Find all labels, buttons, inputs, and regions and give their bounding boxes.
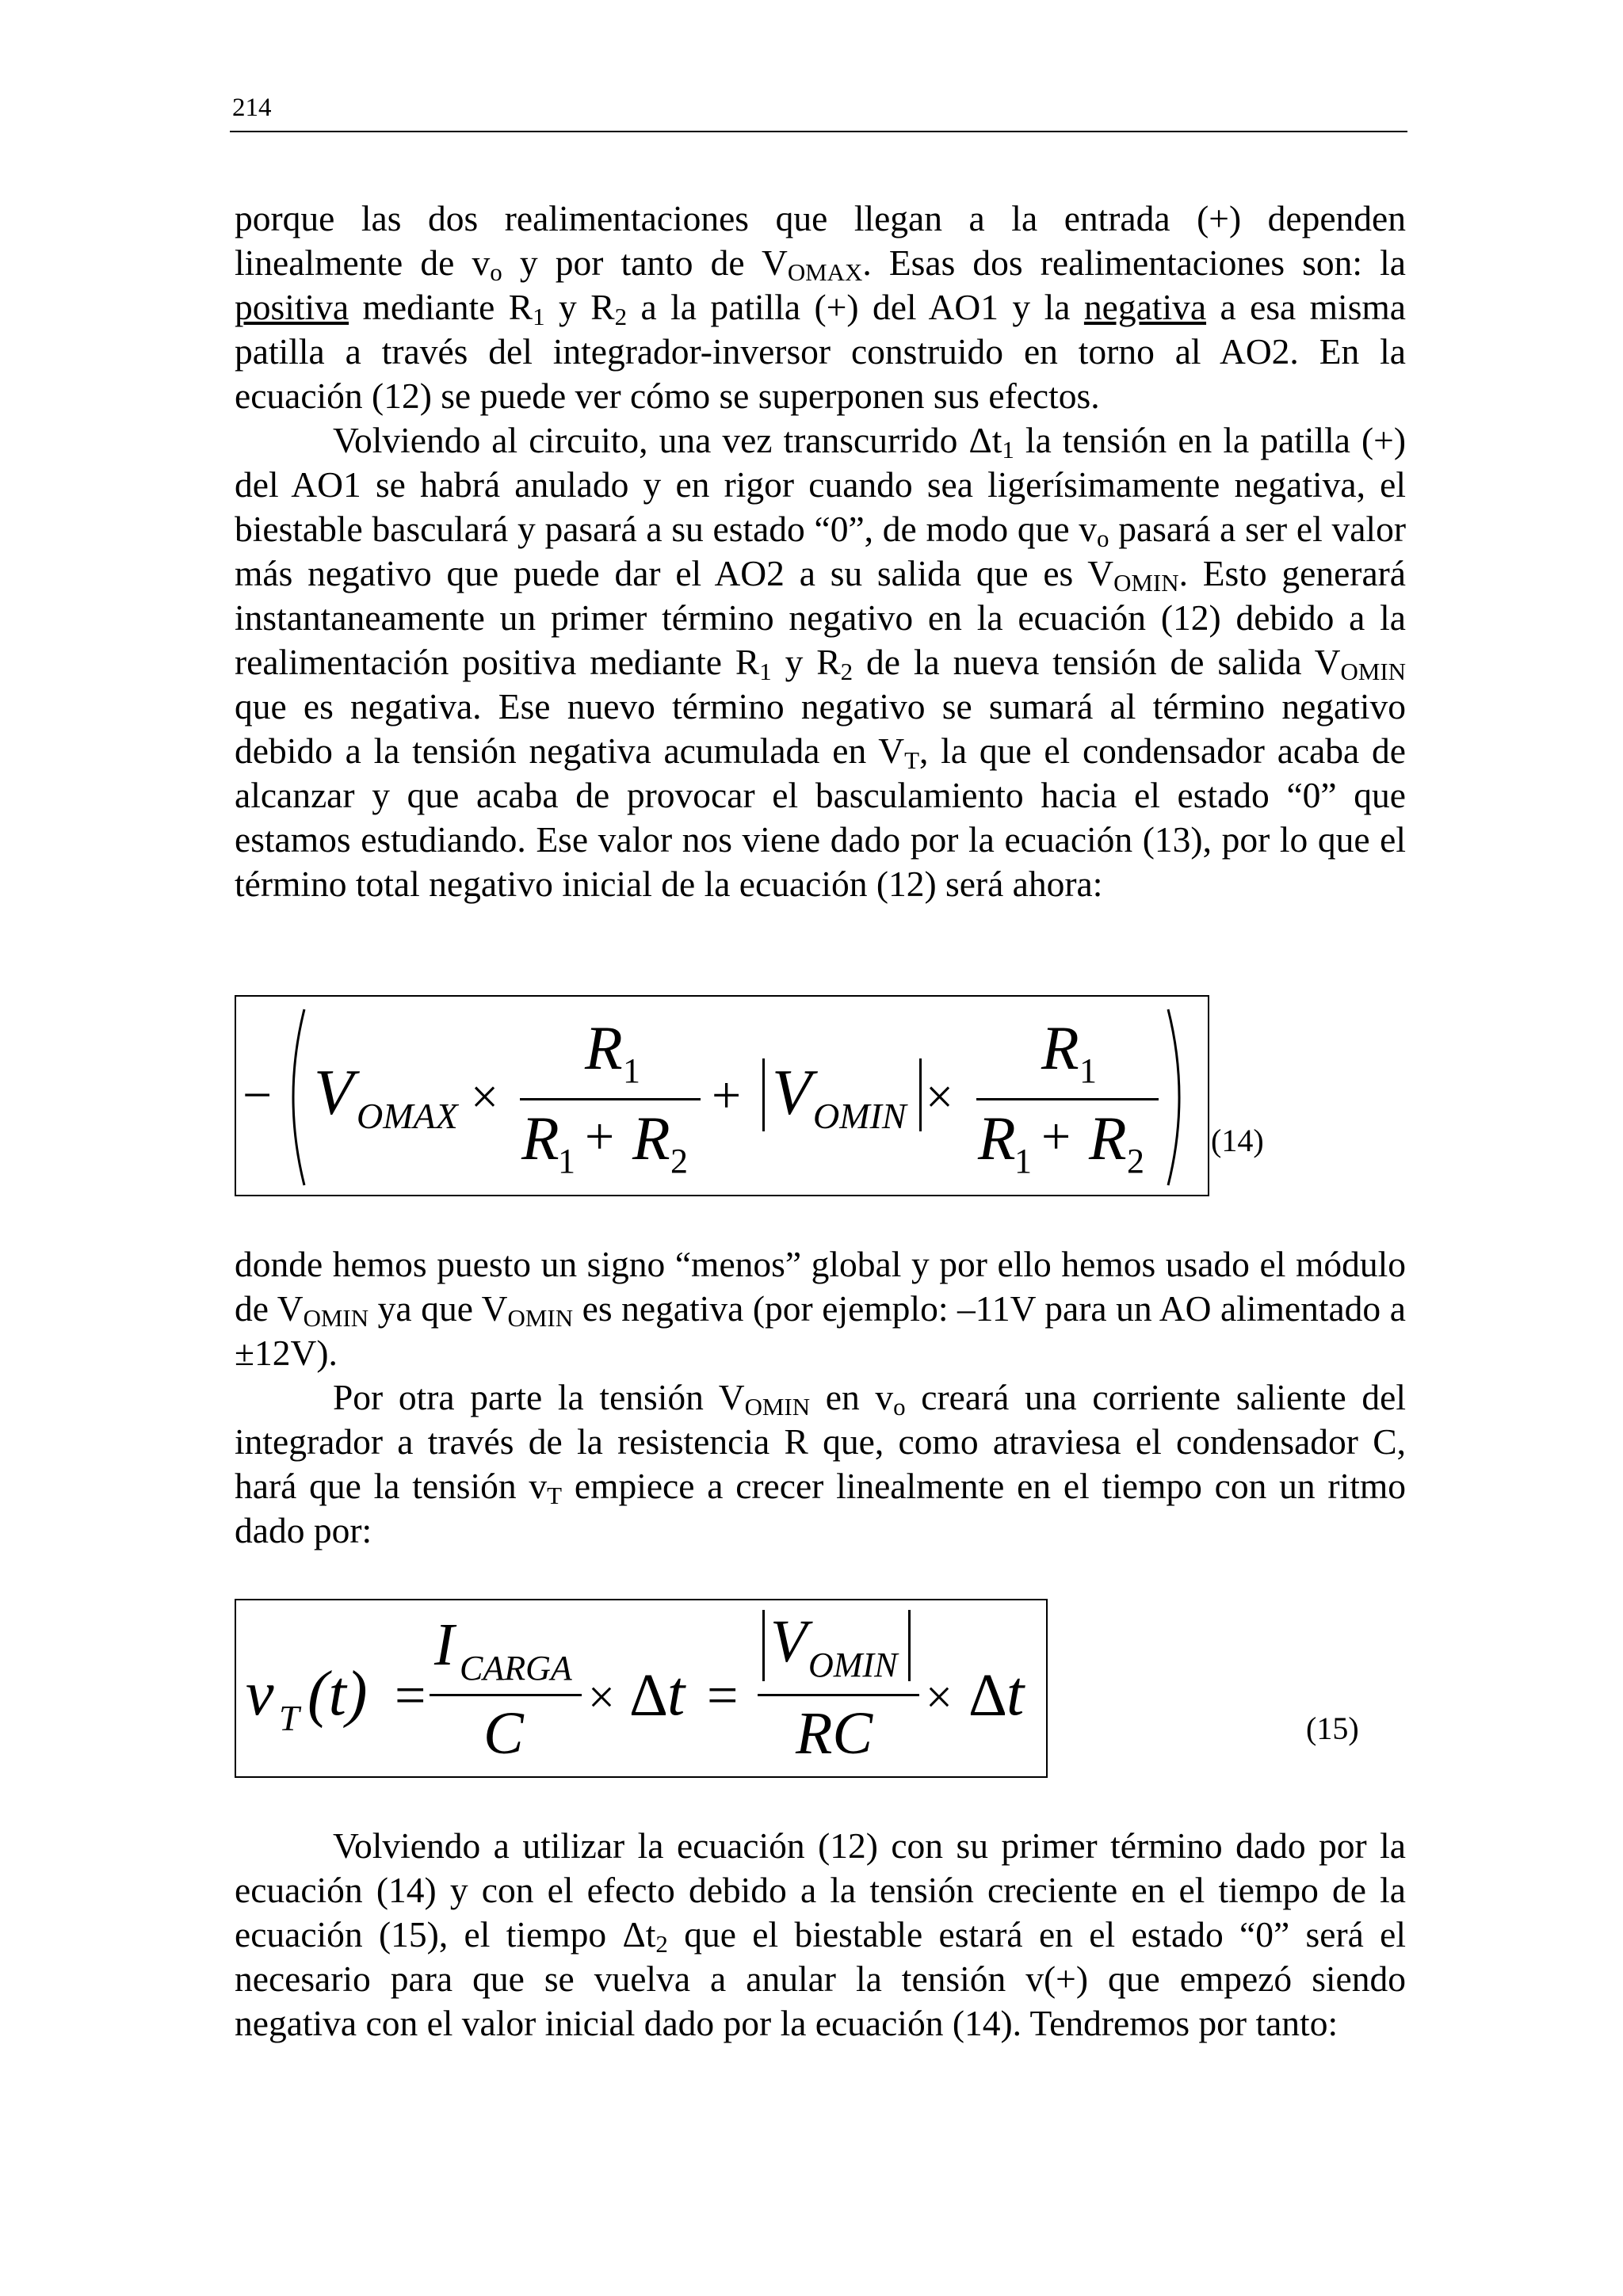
eq14-den-r1-b: R bbox=[978, 1104, 1016, 1173]
eq14-den-sub-2b: 2 bbox=[1127, 1142, 1144, 1180]
eq15-delta-1: Δ bbox=[629, 1662, 668, 1729]
eq14-den-r1-a: R bbox=[521, 1104, 559, 1173]
eq14-num-r-1: R bbox=[585, 1013, 623, 1082]
paragraph-4: Por otra parte la tensión $V_{OMIN}$ en $v_o$ creará una corriente saliente del integrador a través de la resistencia R que, como atraviesa el condensador C, hará que la tensión $v_T$ empiece a crecer linealmente en el tiempo con un ritmo dado por: bbox=[235, 1377, 1406, 1550]
eq15-delta-2: Δ bbox=[968, 1662, 1007, 1729]
eq14-frac-line-2 bbox=[976, 1098, 1159, 1100]
eq15-frac-line-2 bbox=[758, 1694, 919, 1696]
eq14-den-sub-2a: 2 bbox=[670, 1142, 688, 1180]
text-block-2 bbox=[235, 1242, 1406, 1553]
underlined-positiva: positiva bbox=[235, 287, 349, 327]
eq14-omin: OMIN bbox=[813, 1096, 907, 1136]
paragraph-2: Volviendo al circuito, una vez transcurrido $\Delta t_1$ la tensión en la patilla (+) del AO1 se habrá anulado y en rigor cuando sea ligerísimamente negativa, el biestable basculará y pasará a su estado “0”, de modo que $v_o$ pasará a ser el valor más negativo que puede dar el AO2 a su salida que es $V_{OMIN}$. Esto generará instantaneamente un primer término negativo en la ecuación (12) debido a la realimentación positiva mediante $R_1$ y $R_2$ de la nueva tensión de salida $V_{OMIN}$ que es negativa. Ese nuevo término negativo se sumará al término negativo debido a la tensión negativa acumulada en $V_T$, la que el condensador acaba de alcanzar y que acaba de provocar el basculamiento hacia el estado “0” que estamos estudiando. Ese valor nos viene dado por la ecuación (13), por lo que el término total negativo inicial de la ecuación (12) será ahora: bbox=[235, 420, 1406, 904]
eq14-den-r2-a: R bbox=[632, 1104, 670, 1173]
paragraph-5: Volviendo a utilizar la ecuación (12) con su primer término dado por la ecuación (14) y con el efecto debido a la tensión creciente en el tiempo de la ecuación (15), el tiempo $\Delta t_2$ que el biestable estará en el estado “0” será el necesario para que se vuelva a anular la tensión v(+) que empezó siendo negativa con el valor inicial dado por la ecuación (14). Tendremos por tanto: bbox=[235, 1825, 1406, 2043]
eq15-times-2: × bbox=[926, 1671, 953, 1723]
eq14-omax: OMAX bbox=[357, 1096, 458, 1136]
eq14-v: V bbox=[314, 1056, 354, 1128]
eq15-omin: OMIN bbox=[808, 1646, 898, 1684]
eq15-t-1: t bbox=[667, 1659, 685, 1729]
eq14-abs-right bbox=[919, 1058, 922, 1131]
eq14-den-r2-b: R bbox=[1089, 1104, 1127, 1173]
equation-14-number: (14) bbox=[1211, 1123, 1264, 1158]
eq14-minus: − bbox=[242, 1066, 273, 1124]
underlined-negativa: negativa bbox=[1083, 287, 1207, 327]
eq15-v: v bbox=[246, 1659, 274, 1729]
eq15-t-sub: T bbox=[279, 1698, 300, 1738]
eq15-abs-right bbox=[908, 1610, 911, 1681]
eq15-vv: V bbox=[770, 1608, 808, 1675]
paragraph-1: porque las dos realimentaciones que llegan a la entrada (+) dependen linealmente de $v_o$ y por tanto de $V_{OMAX}$. Esas dos realimentaciones son: la positiva mediante $R_1$ y $R_2$ a la patilla (+) del AO1 y la negativa a esa misma patilla a través del integrador-inversor construido en torno al AO2. En la ecuación (12) se puede ver cómo se superponen sus efectos. bbox=[235, 198, 1406, 416]
text-block-1 bbox=[235, 196, 1406, 906]
eq15-rc: RC bbox=[796, 1700, 873, 1767]
page-number: 214 bbox=[232, 93, 272, 122]
eq14-plus: + bbox=[712, 1066, 742, 1124]
eq14-abs-left bbox=[762, 1058, 765, 1131]
eq14-num-r-2: R bbox=[1041, 1013, 1079, 1082]
header-rule bbox=[230, 131, 1407, 132]
eq14-den-sub-1b: 1 bbox=[1014, 1142, 1032, 1180]
eq14-times-2: × bbox=[926, 1070, 953, 1124]
eq14-left-paren bbox=[281, 1008, 307, 1187]
eq14-right-paren bbox=[1165, 1008, 1192, 1187]
eq14-frac-line-1 bbox=[520, 1098, 701, 1100]
eq15-i: I bbox=[434, 1611, 455, 1678]
eq14-times-1: × bbox=[471, 1070, 498, 1124]
eq15-carga: CARGA bbox=[460, 1649, 572, 1688]
eq15-eq-2: = bbox=[707, 1665, 739, 1726]
eq15-abs-left bbox=[762, 1610, 765, 1681]
eq15-frac-line-1 bbox=[430, 1694, 582, 1696]
eq15-t-2: t bbox=[1006, 1659, 1025, 1729]
equation-15-number: (15) bbox=[1306, 1711, 1359, 1746]
eq14-den-plus-a: + bbox=[585, 1108, 615, 1165]
eq14-num-sub-2: 1 bbox=[1079, 1051, 1097, 1090]
paragraph-3: donde hemos puesto un signo “menos” global y por ello hemos usado el módulo de $V_{OMIN}$ ya que $V_{OMIN}$ es negativa (por ejemplo: –11V para un AO alimentado a ±12V). bbox=[235, 1244, 1406, 1373]
eq15-times-1: × bbox=[588, 1671, 615, 1723]
eq14-num-sub-1: 1 bbox=[623, 1051, 640, 1090]
eq14-den-plus-b: + bbox=[1041, 1108, 1071, 1165]
equation-15-box bbox=[235, 1599, 1048, 1778]
eq14-den-sub-1a: 1 bbox=[558, 1142, 575, 1180]
eq15-eq-1: = bbox=[395, 1665, 426, 1726]
equation-14-box bbox=[235, 995, 1209, 1196]
eq15-t-arg: (t) bbox=[307, 1659, 368, 1729]
eq15-c: C bbox=[483, 1700, 524, 1767]
text-block-3 bbox=[235, 1824, 1406, 2046]
eq14-v-2: V bbox=[772, 1056, 812, 1128]
